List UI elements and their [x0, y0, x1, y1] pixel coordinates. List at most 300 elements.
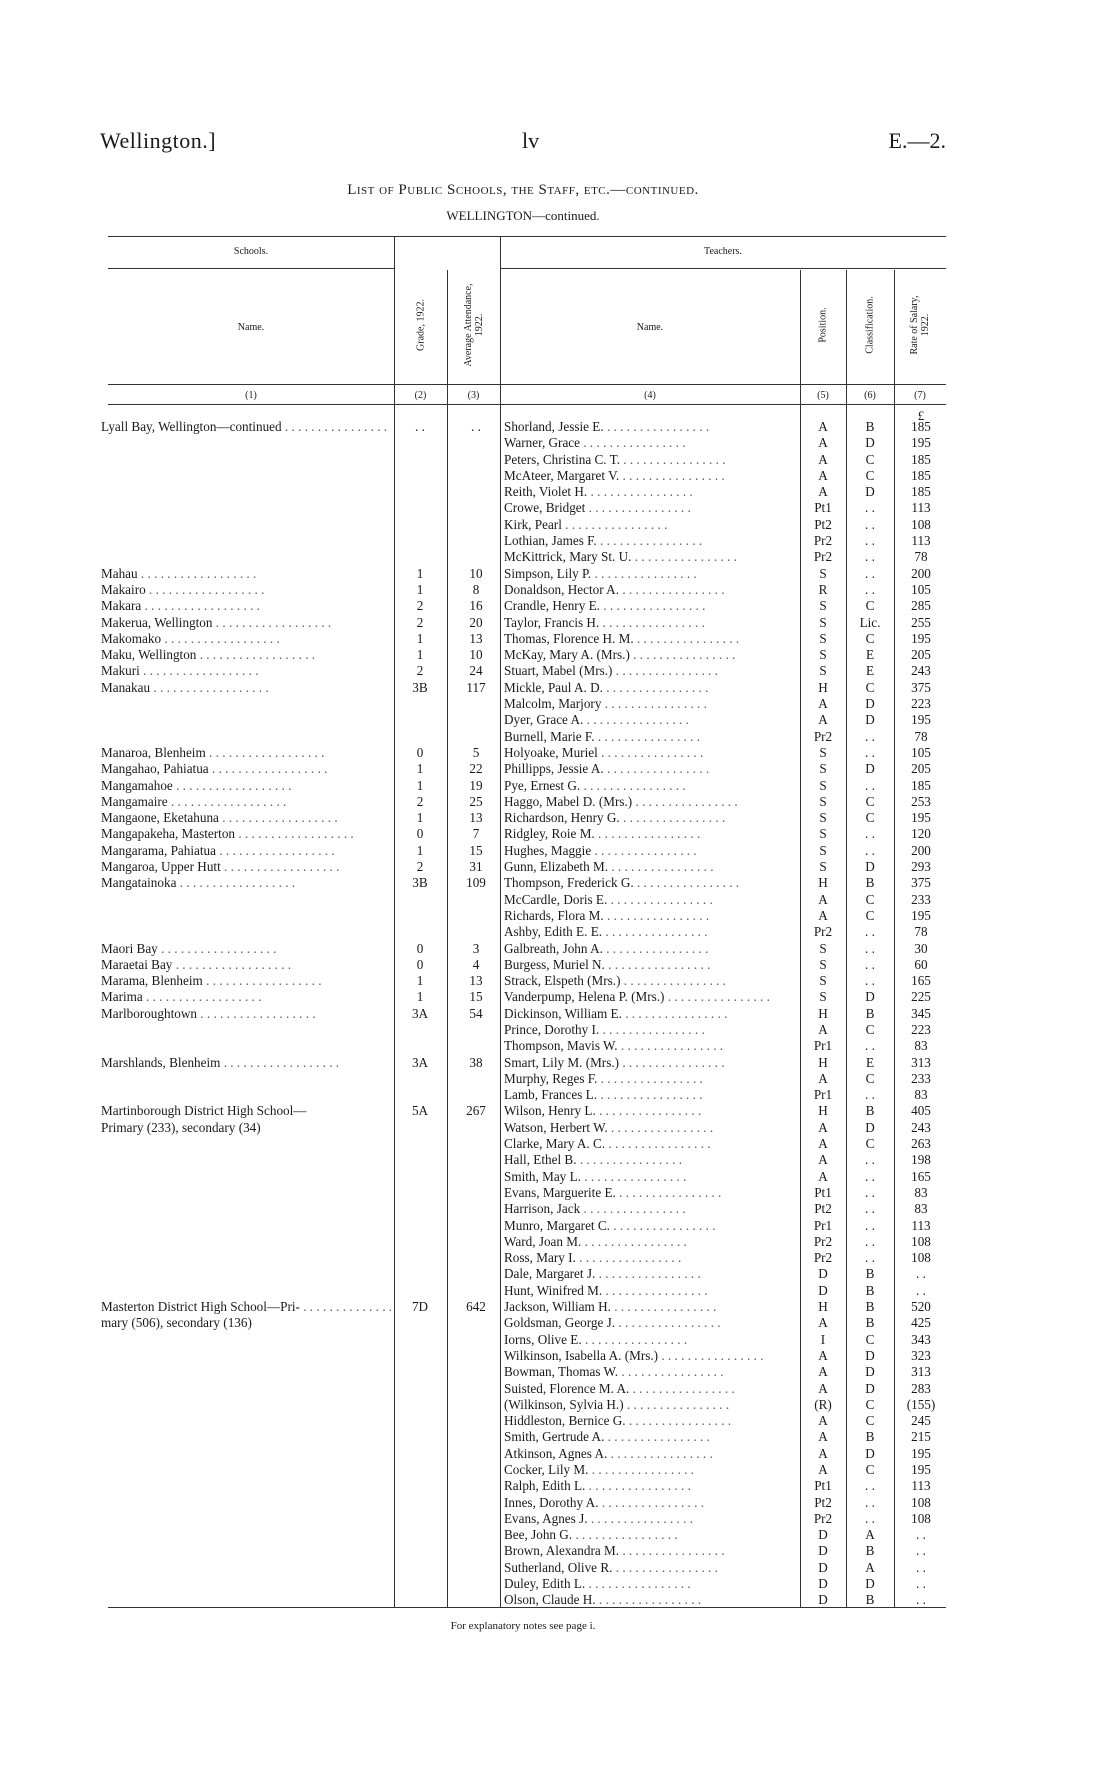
cell-salary: 105 — [911, 744, 931, 760]
cell-teacher-name: Ashby, Edith E. E. . . — [504, 924, 794, 940]
cell-salary: 233 — [911, 891, 931, 907]
cell-teacher-name: Dale, Margaret J. . . — [504, 1266, 794, 1282]
cell-grade: 3B — [412, 679, 428, 695]
cell-classification: D — [865, 989, 875, 1005]
table-row — [0, 1560, 1114, 1576]
cell-teacher-name: Simpson, Lily P. . . — [504, 566, 794, 582]
cell-grade: 0 — [416, 744, 424, 760]
cell-classification: B — [865, 1005, 875, 1021]
cell-position: A — [818, 1347, 828, 1363]
cell-salary: 215 — [911, 1429, 931, 1445]
cell-position: A — [818, 1070, 828, 1086]
cell-school-name: Makuri . . — [101, 663, 391, 679]
cell-salary: . . — [916, 1576, 926, 1592]
table-row — [0, 1234, 1114, 1250]
cell-classification: . . — [865, 1478, 875, 1494]
cell-teacher-name: Smith, Gertrude A. . . — [504, 1429, 794, 1445]
cell-attendance: 19 — [469, 777, 483, 793]
cell-salary: 78 — [914, 924, 928, 940]
page-number: lv — [522, 128, 540, 153]
cell-salary: 425 — [911, 1315, 931, 1331]
cell-school-name: Martinborough District High School— — [101, 1103, 307, 1119]
table-row — [0, 1315, 1114, 1331]
cell-position: Pr2 — [813, 924, 833, 940]
table-row — [0, 419, 1114, 435]
table-row — [0, 533, 1114, 549]
cell-position: D — [818, 1543, 828, 1559]
cell-grade: 3B — [412, 875, 428, 891]
cell-position: A — [818, 907, 828, 923]
cell-position: A — [818, 1119, 828, 1135]
cell-position: S — [819, 647, 827, 663]
cell-position: S — [819, 810, 827, 826]
cell-salary: 185 — [911, 451, 931, 467]
table-row — [0, 859, 1114, 875]
page-subtitle: WELLINGTON—continued. — [446, 208, 600, 223]
header-schools: Schools. — [233, 246, 269, 257]
cell-salary: 200 — [911, 565, 931, 581]
cell-school-name: Maku, Wellington . . — [101, 647, 391, 663]
cell-position: S — [819, 598, 827, 614]
page-title: List of Public Schools, the Staff, etc.—continued. — [347, 182, 699, 198]
cell-school-name: Makomako . . — [101, 631, 391, 647]
table-row — [0, 1266, 1114, 1282]
cell-teacher-name: Haggo, Mabel D. (Mrs.) . . — [504, 794, 794, 810]
rule-top — [108, 236, 946, 237]
cell-teacher-name: Watson, Herbert W. . . — [504, 1120, 794, 1136]
cell-position: A — [818, 1462, 828, 1477]
cell-grade: 1 — [416, 630, 424, 646]
table-row — [0, 1103, 1114, 1119]
cell-salary: 243 — [911, 663, 931, 679]
cell-position: A — [818, 467, 828, 483]
cell-salary: 108 — [911, 1494, 931, 1510]
table-row — [0, 1299, 1114, 1315]
cell-position: H — [818, 1103, 828, 1119]
cell-position: I — [820, 1331, 826, 1347]
table-row — [0, 1201, 1114, 1217]
table-row — [0, 729, 1114, 745]
cell-attendance: 117 — [466, 679, 486, 695]
cell-teacher-name: Mickle, Paul A. D. . . — [504, 680, 794, 696]
cell-teacher-name: Lamb, Frances L. . . — [504, 1087, 794, 1103]
cell-position: A — [818, 1152, 828, 1168]
cell-salary: 185 — [911, 484, 931, 500]
rule-colnum-bottom — [108, 404, 946, 405]
table-row — [0, 1152, 1114, 1168]
cell-attendance: 8 — [472, 581, 480, 597]
cell-school-name: Marima . . — [101, 989, 391, 1005]
cell-teacher-name: Hughes, Maggie . . — [504, 843, 794, 859]
table-row — [0, 794, 1114, 810]
table-row — [0, 1381, 1114, 1397]
currency-symbol: £ — [917, 408, 925, 423]
cell-attendance: 54 — [469, 1005, 483, 1021]
cell-salary: 225 — [911, 989, 931, 1005]
colnum-4: (4) — [644, 390, 656, 401]
table-row — [0, 435, 1114, 451]
cell-teacher-name: Thomas, Florence H. M. . . — [504, 631, 794, 647]
cell-attendance: 38 — [469, 1054, 483, 1070]
header-teachers: Teachers. — [704, 246, 742, 257]
cell-attendance: 109 — [466, 875, 486, 891]
cell-school-name: Maori Bay . . — [101, 941, 391, 957]
cell-salary: 345 — [911, 1005, 931, 1021]
cell-attendance: 13 — [469, 630, 483, 646]
cell-classification: C — [865, 1396, 875, 1412]
table-row — [0, 647, 1114, 663]
cell-position: S — [819, 793, 827, 809]
rule-teachers-group — [500, 268, 946, 269]
table-row — [0, 1087, 1114, 1103]
cell-teacher-name: Evans, Agnes J. . . — [504, 1511, 794, 1527]
cell-school-name: Primary (233), secondary (34) — [101, 1119, 261, 1135]
cell-position: R — [818, 581, 828, 597]
cell-position: A — [818, 1364, 828, 1380]
cell-salary: 375 — [911, 679, 931, 695]
cell-classification: D — [865, 761, 875, 777]
cell-grade: 1 — [416, 647, 424, 663]
cell-position: S — [819, 630, 827, 646]
cell-teacher-name: Ralph, Edith L. . . — [504, 1478, 794, 1494]
table-body — [0, 419, 1114, 1609]
cell-salary: 165 — [911, 973, 931, 989]
cell-attendance: 31 — [469, 859, 483, 875]
table-row — [0, 452, 1114, 468]
table-row — [0, 566, 1114, 582]
cell-classification: D — [865, 1347, 875, 1363]
cell-position: D — [818, 1576, 828, 1592]
cell-position: A — [818, 484, 828, 500]
cell-classification: D — [865, 1380, 875, 1396]
cell-salary: 285 — [911, 598, 931, 614]
table-row — [0, 989, 1114, 1005]
cell-classification: B — [865, 1592, 875, 1608]
cell-attendance: 10 — [469, 565, 483, 581]
cell-position: Pr2 — [813, 1510, 833, 1526]
table-row — [0, 924, 1114, 940]
cell-teacher-name: McKay, Mary A. (Mrs.) . . — [504, 647, 794, 663]
cell-classification: C — [865, 793, 875, 809]
cell-classification: . . — [865, 1494, 875, 1510]
cell-teacher-name: Prince, Dorothy I. . . — [504, 1022, 794, 1038]
cell-salary: 255 — [911, 614, 931, 630]
cell-classification: C — [865, 1462, 875, 1477]
cell-classification: . . — [865, 940, 875, 956]
cell-grade: 1 — [416, 973, 424, 989]
colnum-6: (6) — [864, 390, 876, 401]
cell-salary: 233 — [911, 1070, 931, 1086]
cell-position: Pr2 — [813, 1250, 833, 1266]
table-row — [0, 1136, 1114, 1152]
cell-school-name: Mangapakeha, Masterton . . — [101, 826, 391, 842]
cell-classification: C — [865, 1413, 875, 1429]
cell-salary: 405 — [911, 1103, 931, 1119]
cell-classification: . . — [865, 1152, 875, 1168]
cell-teacher-name: Brown, Alexandra M. . . — [504, 1543, 794, 1559]
table-row — [0, 1478, 1114, 1494]
cell-salary: 195 — [911, 435, 931, 451]
cell-position: S — [819, 842, 827, 858]
cell-salary: 375 — [911, 875, 931, 891]
cell-classification: . . — [865, 533, 875, 549]
table-row — [0, 468, 1114, 484]
cell-attendance: 267 — [466, 1103, 486, 1119]
table-row — [0, 712, 1114, 728]
table-row — [0, 957, 1114, 973]
header-salary: Rate of Salary, 1922. — [909, 295, 931, 355]
cell-position: Pr2 — [813, 1233, 833, 1249]
cell-teacher-name: Suisted, Florence M. A. . . — [504, 1381, 794, 1397]
cell-classification: B — [865, 1103, 875, 1119]
cell-classification: . . — [865, 1184, 875, 1200]
cell-classification: Lic. — [859, 614, 881, 630]
cell-grade: 3A — [411, 1054, 429, 1070]
header-classification: Classification. — [864, 296, 876, 354]
cell-teacher-name: Gunn, Elizabeth M. . . — [504, 859, 794, 875]
cell-attendance: 25 — [469, 793, 483, 809]
cell-grade: 1 — [416, 581, 424, 597]
cell-school-name: Masterton District High School—Pri- . . — [101, 1299, 391, 1315]
header-attendance: Average Attendance, 1922. — [463, 283, 485, 367]
cell-attendance: 15 — [469, 989, 483, 1005]
table-row — [0, 843, 1114, 859]
cell-classification: . . — [865, 1250, 875, 1266]
cell-position: S — [819, 614, 827, 630]
cell-teacher-name: Richardson, Henry G. . . — [504, 810, 794, 826]
cell-salary: 120 — [911, 826, 931, 842]
cell-salary: . . — [916, 1559, 926, 1575]
cell-position: H — [818, 1054, 828, 1070]
cell-classification: C — [865, 1136, 875, 1152]
cell-position: A — [818, 1315, 828, 1331]
cell-salary: 108 — [911, 1250, 931, 1266]
cell-salary: . . — [916, 1266, 926, 1282]
cell-salary: 185 — [911, 777, 931, 793]
table-row — [0, 1006, 1114, 1022]
cell-teacher-name: Innes, Dorothy A. . . — [504, 1495, 794, 1511]
table-row — [0, 1364, 1114, 1380]
rule-schools-group — [108, 268, 394, 269]
cell-school-name: Makairo . . — [101, 582, 391, 598]
cell-position: A — [818, 1413, 828, 1429]
cell-attendance: 7 — [472, 826, 480, 842]
cell-classification: E — [865, 663, 875, 679]
cell-classification: . . — [865, 1201, 875, 1217]
cell-classification: B — [865, 1266, 875, 1282]
cell-attendance: . . — [471, 419, 481, 434]
table-row — [0, 826, 1114, 842]
cell-classification: . . — [865, 1233, 875, 1249]
cell-classification: D — [865, 484, 875, 500]
cell-salary: 245 — [911, 1413, 931, 1429]
cell-salary: 205 — [911, 761, 931, 777]
cell-classification: . . — [865, 842, 875, 858]
cell-classification: . . — [865, 777, 875, 793]
cell-teacher-name: Ridgley, Roie M. . . — [504, 826, 794, 842]
table-row — [0, 631, 1114, 647]
cell-teacher-name: Bowman, Thomas W. . . — [504, 1364, 794, 1380]
cell-teacher-name: Shorland, Jessie E. . . — [504, 419, 794, 435]
cell-grade: 1 — [416, 989, 424, 1005]
table-row — [0, 1413, 1114, 1429]
cell-salary: 185 — [911, 419, 931, 434]
cell-school-name: Manaroa, Blenheim . . — [101, 745, 391, 761]
cell-classification: C — [865, 1331, 875, 1347]
cell-teacher-name: Richards, Flora M. . . — [504, 908, 794, 924]
cell-teacher-name: Sutherland, Olive R. . . — [504, 1560, 794, 1576]
cell-teacher-name: Thompson, Frederick G. . . — [504, 875, 794, 891]
cell-salary: 198 — [911, 1152, 931, 1168]
table-row — [0, 941, 1114, 957]
cell-position: A — [818, 451, 828, 467]
cell-position: D — [818, 1266, 828, 1282]
cell-teacher-name: Hall, Ethel B. . . — [504, 1152, 794, 1168]
table-row — [0, 1218, 1114, 1234]
cell-position: S — [819, 956, 827, 972]
cell-school-name: Mangamaire . . — [101, 794, 391, 810]
cell-position: H — [818, 1299, 828, 1315]
cell-grade: 2 — [416, 598, 424, 614]
table-row — [0, 1511, 1114, 1527]
cell-salary: 195 — [911, 1462, 931, 1477]
cell-grade: 7D — [411, 1299, 429, 1315]
cell-position: H — [818, 679, 828, 695]
table-row — [0, 1283, 1114, 1299]
cell-position: S — [819, 663, 827, 679]
cell-classification: . . — [865, 973, 875, 989]
cell-position: Pt1 — [814, 1478, 832, 1494]
cell-position: Pr2 — [813, 728, 833, 744]
table-row — [0, 1543, 1114, 1559]
cell-teacher-name: Goldsman, George J. . . — [504, 1315, 794, 1331]
cell-classification: D — [865, 696, 875, 712]
table-row — [0, 1576, 1114, 1592]
cell-salary: 195 — [911, 907, 931, 923]
cell-position: D — [818, 1592, 828, 1608]
cell-position: A — [818, 891, 828, 907]
cell-teacher-name: Olson, Claude H. . . — [504, 1592, 794, 1608]
cell-salary: 520 — [911, 1299, 931, 1315]
cell-attendance: 15 — [469, 842, 483, 858]
cell-salary: 223 — [911, 1021, 931, 1037]
cell-attendance: 13 — [469, 810, 483, 826]
cell-classification: C — [865, 810, 875, 826]
cell-classification: D — [865, 1576, 875, 1592]
cell-school-name: Makerua, Wellington . . — [101, 615, 391, 631]
cell-position: A — [818, 419, 828, 434]
cell-position: S — [819, 761, 827, 777]
table-row — [0, 1495, 1114, 1511]
cell-position: S — [819, 859, 827, 875]
cell-grade: 5A — [411, 1103, 429, 1119]
cell-teacher-name: Reith, Violet H. . . — [504, 484, 794, 500]
table-row — [0, 663, 1114, 679]
table-row — [0, 875, 1114, 891]
running-head — [100, 128, 946, 158]
cell-salary: 195 — [911, 630, 931, 646]
cell-salary: 113 — [911, 1478, 931, 1494]
cell-teacher-name: Donaldson, Hector A. . . — [504, 582, 794, 598]
cell-teacher-name: Munro, Margaret C. . . — [504, 1218, 794, 1234]
cell-salary: (155) — [906, 1396, 936, 1412]
cell-classification: A — [865, 1527, 875, 1543]
cell-salary: 83 — [914, 1201, 928, 1217]
cell-classification: . . — [865, 549, 875, 565]
cell-grade: 0 — [416, 940, 424, 956]
cell-salary: 83 — [914, 1038, 928, 1054]
cell-school-name: Makara . . — [101, 598, 391, 614]
cell-position: A — [818, 1168, 828, 1184]
cell-salary: . . — [916, 1527, 926, 1543]
cell-teacher-name: Cocker, Lily M. . . — [504, 1462, 794, 1478]
cell-teacher-name: Dyer, Grace A. . . — [504, 712, 794, 728]
cell-position: A — [818, 1380, 828, 1396]
cell-classification: C — [865, 598, 875, 614]
cell-salary: 30 — [914, 940, 928, 956]
cell-teacher-name: Crandle, Henry E. . . — [504, 598, 794, 614]
cell-teacher-name: McCardle, Doris E. . . — [504, 892, 794, 908]
cell-teacher-name: Holyoake, Muriel . . — [504, 745, 794, 761]
cell-salary: 313 — [911, 1364, 931, 1380]
cell-school-name: Mahau . . — [101, 566, 391, 582]
header-position: Position. — [817, 307, 829, 343]
cell-attendance: 22 — [469, 761, 483, 777]
cell-classification: . . — [865, 1217, 875, 1233]
cell-salary: 200 — [911, 842, 931, 858]
cell-school-name: Marshlands, Blenheim . . — [101, 1055, 391, 1071]
cell-position: H — [818, 875, 828, 891]
cell-position: D — [818, 1282, 828, 1298]
cell-salary: 195 — [911, 1445, 931, 1461]
cell-teacher-name: Vanderpump, Helena P. (Mrs.) . . — [504, 989, 794, 1005]
cell-teacher-name: Clarke, Mary A. C. . . — [504, 1136, 794, 1152]
cell-salary: 108 — [911, 1233, 931, 1249]
table-row — [0, 517, 1114, 533]
cell-classification: C — [865, 451, 875, 467]
cell-school-name: Mangarama, Pahiatua . . — [101, 843, 391, 859]
cell-salary: 78 — [914, 728, 928, 744]
colnum-3: (3) — [467, 390, 480, 401]
cell-position: Pr2 — [813, 533, 833, 549]
table-row — [0, 582, 1114, 598]
cell-salary: 263 — [911, 1136, 931, 1152]
header-grade: Grade, 1922. — [415, 299, 427, 351]
cell-grade: 1 — [416, 565, 424, 581]
cell-classification: D — [865, 435, 875, 451]
colnum-1: (1) — [245, 390, 257, 401]
cell-position: Pr1 — [813, 1087, 833, 1103]
cell-salary: 78 — [914, 549, 928, 565]
cell-teacher-name: Hiddleston, Bernice G. . . — [504, 1413, 794, 1429]
cell-salary: 113 — [911, 1217, 931, 1233]
cell-classification: B — [865, 419, 875, 434]
cell-classification: . . — [865, 744, 875, 760]
cell-school-name: Marlboroughtown . . — [101, 1006, 391, 1022]
cell-school-name: Maraetai Bay . . — [101, 957, 391, 973]
cell-position: Pr1 — [813, 1217, 833, 1233]
cell-school-name: Mangaone, Eketahuna . . — [101, 810, 391, 826]
cell-classification: . . — [865, 581, 875, 597]
cell-position: Pr2 — [813, 549, 833, 565]
cell-grade: 2 — [416, 663, 424, 679]
colnum-5: (5) — [817, 390, 829, 401]
table-row — [0, 1120, 1114, 1136]
cell-position: A — [818, 696, 828, 712]
cell-attendance: 24 — [469, 663, 483, 679]
table-row — [0, 973, 1114, 989]
colnum-2: (2) — [414, 390, 427, 401]
